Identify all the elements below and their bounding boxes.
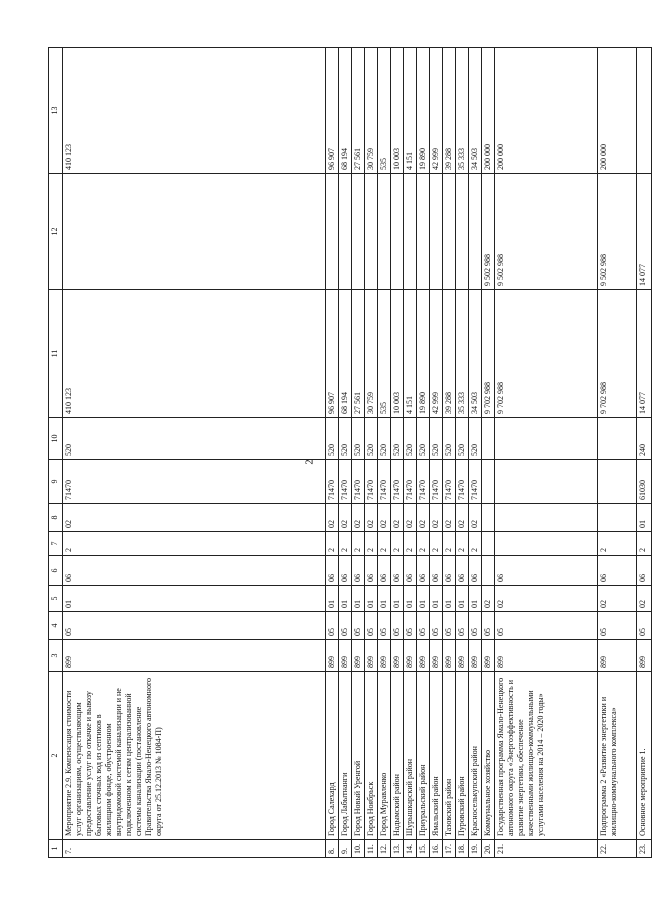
cell-total: 9 702 988 bbox=[495, 290, 598, 418]
cell-total: 10 003 bbox=[391, 290, 404, 418]
cell-expense-type: 520 bbox=[365, 418, 378, 460]
column-number: 13 bbox=[49, 48, 63, 174]
cell-section: 05 bbox=[456, 612, 469, 640]
cell-federal bbox=[430, 174, 443, 290]
cell-direction: 71470 bbox=[63, 460, 326, 504]
cell-main-measure: 02 bbox=[430, 504, 443, 532]
cell-total: 96 907 bbox=[326, 290, 339, 418]
cell-direction: 71470 bbox=[469, 460, 482, 504]
cell-expense-type: 240 bbox=[637, 418, 652, 460]
column-number: 6 bbox=[49, 556, 63, 586]
cell-direction: 71470 bbox=[430, 460, 443, 504]
cell-total: 410 123 bbox=[63, 290, 326, 418]
cell-federal bbox=[365, 174, 378, 290]
cell-subprogram: 2 bbox=[430, 532, 443, 556]
cell-expense-type: 520 bbox=[339, 418, 352, 460]
cell-total: 35 333 bbox=[456, 290, 469, 418]
cell-subsection: 02 bbox=[495, 586, 598, 612]
row-number: 23. bbox=[637, 840, 652, 858]
cell-federal bbox=[63, 174, 326, 290]
table-row bbox=[430, 48, 443, 858]
table-row bbox=[352, 48, 365, 858]
cell-subprogram: 2 bbox=[417, 532, 430, 556]
cell-federal: 9 502 988 bbox=[482, 174, 495, 290]
row-number: 15. bbox=[417, 840, 430, 858]
table-row bbox=[469, 48, 482, 858]
cell-regional: 200 000 bbox=[482, 48, 495, 174]
cell-federal bbox=[339, 174, 352, 290]
cell-expense-type: 520 bbox=[391, 418, 404, 460]
cell-ministry: 899 bbox=[598, 640, 637, 672]
cell-main-measure: 02 bbox=[339, 504, 352, 532]
cell-direction: 61030 bbox=[637, 460, 652, 504]
row-name: Коммунальное хозяйство bbox=[482, 672, 495, 840]
cell-ministry: 899 bbox=[339, 640, 352, 672]
cell-subsection: 01 bbox=[339, 586, 352, 612]
cell-total: 42 999 bbox=[430, 290, 443, 418]
cell-section: 05 bbox=[598, 612, 637, 640]
cell-section: 05 bbox=[495, 612, 598, 640]
cell-section: 05 bbox=[417, 612, 430, 640]
row-number: 16. bbox=[430, 840, 443, 858]
page-number: 2 bbox=[304, 459, 316, 465]
cell-regional: 42 999 bbox=[430, 48, 443, 174]
cell-regional: 4 151 bbox=[404, 48, 417, 174]
cell-subprogram: 2 bbox=[352, 532, 365, 556]
cell-total: 9 702 988 bbox=[598, 290, 637, 418]
row-name: Основное мероприятие 1. bbox=[637, 672, 652, 840]
row-number: 22. bbox=[598, 840, 637, 858]
cell-regional: 96 907 bbox=[326, 48, 339, 174]
cell-federal: 14 077 bbox=[637, 174, 652, 290]
cell-section: 05 bbox=[365, 612, 378, 640]
cell-regional: 10 003 bbox=[391, 48, 404, 174]
table-row bbox=[482, 48, 495, 858]
cell-main-measure: 02 bbox=[404, 504, 417, 532]
cell-program: 06 bbox=[495, 556, 598, 586]
table-row bbox=[326, 48, 339, 858]
column-number: 8 bbox=[49, 504, 63, 532]
row-number: 18. bbox=[456, 840, 469, 858]
cell-expense-type bbox=[482, 418, 495, 460]
table-row bbox=[495, 48, 598, 858]
cell-subsection: 01 bbox=[63, 586, 326, 612]
column-number-header bbox=[49, 48, 63, 858]
cell-ministry: 899 bbox=[417, 640, 430, 672]
cell-section: 05 bbox=[339, 612, 352, 640]
cell-direction: 71470 bbox=[391, 460, 404, 504]
row-number: 14. bbox=[404, 840, 417, 858]
cell-ministry: 899 bbox=[63, 640, 326, 672]
row-number: 10. bbox=[352, 840, 365, 858]
cell-total: 9 702 988 bbox=[482, 290, 495, 418]
cell-ministry: 899 bbox=[482, 640, 495, 672]
cell-regional: 200 000 bbox=[598, 48, 637, 174]
cell-program: 06 bbox=[391, 556, 404, 586]
cell-federal bbox=[469, 174, 482, 290]
cell-direction: 71470 bbox=[443, 460, 456, 504]
cell-regional: 34 503 bbox=[469, 48, 482, 174]
column-number: 2 bbox=[49, 672, 63, 840]
cell-subprogram: 2 bbox=[456, 532, 469, 556]
cell-main-measure bbox=[495, 504, 598, 532]
cell-section: 05 bbox=[482, 612, 495, 640]
cell-main-measure bbox=[482, 504, 495, 532]
cell-subsection: 01 bbox=[456, 586, 469, 612]
table-row bbox=[404, 48, 417, 858]
cell-section: 05 bbox=[378, 612, 391, 640]
cell-ministry: 899 bbox=[326, 640, 339, 672]
cell-section: 05 bbox=[391, 612, 404, 640]
cell-total: 68 194 bbox=[339, 290, 352, 418]
cell-federal bbox=[404, 174, 417, 290]
cell-expense-type: 520 bbox=[63, 418, 326, 460]
row-name: Город Салехард bbox=[326, 672, 339, 840]
row-number: 20. bbox=[482, 840, 495, 858]
row-name: Приуральский район bbox=[417, 672, 430, 840]
cell-federal bbox=[456, 174, 469, 290]
row-name: Город Новый Уренгой bbox=[352, 672, 365, 840]
cell-direction: 71470 bbox=[378, 460, 391, 504]
cell-subsection: 01 bbox=[378, 586, 391, 612]
cell-subsection: 01 bbox=[352, 586, 365, 612]
cell-subprogram: 2 bbox=[63, 532, 326, 556]
cell-expense-type bbox=[598, 418, 637, 460]
cell-regional: 35 333 bbox=[456, 48, 469, 174]
table-row bbox=[637, 48, 652, 858]
row-name: Тазовский район bbox=[443, 672, 456, 840]
cell-program: 06 bbox=[352, 556, 365, 586]
cell-main-measure: 02 bbox=[391, 504, 404, 532]
cell-subsection: 01 bbox=[365, 586, 378, 612]
cell-subprogram: 2 bbox=[365, 532, 378, 556]
row-name: Красноселькупский район bbox=[469, 672, 482, 840]
row-number: 11. bbox=[365, 840, 378, 858]
cell-direction bbox=[482, 460, 495, 504]
row-name: Подпрограмма 2 «Развитие энергетики и жилищно-коммунального комплекса» bbox=[598, 672, 637, 840]
cell-direction: 71470 bbox=[326, 460, 339, 504]
cell-main-measure: 02 bbox=[63, 504, 326, 532]
cell-regional: 19 890 bbox=[417, 48, 430, 174]
cell-expense-type: 520 bbox=[404, 418, 417, 460]
cell-program: 06 bbox=[598, 556, 637, 586]
cell-main-measure: 02 bbox=[352, 504, 365, 532]
cell-program: 06 bbox=[339, 556, 352, 586]
cell-expense-type: 520 bbox=[378, 418, 391, 460]
row-name: Надымский район bbox=[391, 672, 404, 840]
cell-main-measure: 02 bbox=[469, 504, 482, 532]
cell-expense-type bbox=[495, 418, 598, 460]
row-number: 8. bbox=[326, 840, 339, 858]
column-number: 9 bbox=[49, 460, 63, 504]
column-number: 5 bbox=[49, 586, 63, 612]
cell-ministry: 899 bbox=[637, 640, 652, 672]
cell-section: 05 bbox=[63, 612, 326, 640]
cell-ministry: 899 bbox=[469, 640, 482, 672]
cell-program: 06 bbox=[365, 556, 378, 586]
cell-subsection: 01 bbox=[430, 586, 443, 612]
cell-total: 39 288 bbox=[443, 290, 456, 418]
cell-subprogram: 2 bbox=[637, 532, 652, 556]
cell-subsection: 01 bbox=[326, 586, 339, 612]
table-row bbox=[391, 48, 404, 858]
cell-federal bbox=[378, 174, 391, 290]
cell-subprogram bbox=[482, 532, 495, 556]
cell-direction: 71470 bbox=[339, 460, 352, 504]
table-row bbox=[339, 48, 352, 858]
cell-program bbox=[482, 556, 495, 586]
table-row bbox=[378, 48, 391, 858]
cell-program: 06 bbox=[417, 556, 430, 586]
row-name: Город Муравленко bbox=[378, 672, 391, 840]
cell-regional: 39 288 bbox=[443, 48, 456, 174]
cell-program: 06 bbox=[326, 556, 339, 586]
cell-ministry: 899 bbox=[443, 640, 456, 672]
cell-program: 06 bbox=[378, 556, 391, 586]
cell-regional: 535 bbox=[378, 48, 391, 174]
cell-section: 05 bbox=[443, 612, 456, 640]
cell-ministry: 899 bbox=[352, 640, 365, 672]
row-number: 19. bbox=[469, 840, 482, 858]
cell-program: 06 bbox=[469, 556, 482, 586]
cell-main-measure: 01 bbox=[637, 504, 652, 532]
table-row bbox=[365, 48, 378, 858]
cell-subprogram: 2 bbox=[339, 532, 352, 556]
cell-regional: 27 561 bbox=[352, 48, 365, 174]
cell-main-measure: 02 bbox=[378, 504, 391, 532]
budget-table bbox=[48, 47, 652, 858]
column-number: 11 bbox=[49, 290, 63, 418]
cell-subsection: 01 bbox=[417, 586, 430, 612]
cell-subsection: 01 bbox=[443, 586, 456, 612]
cell-section: 05 bbox=[430, 612, 443, 640]
table-row bbox=[598, 48, 637, 858]
cell-subprogram: 2 bbox=[391, 532, 404, 556]
cell-main-measure: 02 bbox=[443, 504, 456, 532]
cell-direction: 71470 bbox=[417, 460, 430, 504]
cell-main-measure bbox=[598, 504, 637, 532]
column-number: 3 bbox=[49, 640, 63, 672]
cell-section: 05 bbox=[469, 612, 482, 640]
cell-expense-type: 520 bbox=[430, 418, 443, 460]
cell-subprogram: 2 bbox=[443, 532, 456, 556]
cell-federal bbox=[326, 174, 339, 290]
cell-total: 30 759 bbox=[365, 290, 378, 418]
cell-regional: 30 759 bbox=[365, 48, 378, 174]
cell-main-measure: 02 bbox=[456, 504, 469, 532]
column-number: 10 bbox=[49, 418, 63, 460]
cell-section: 05 bbox=[637, 612, 652, 640]
row-number: 12. bbox=[378, 840, 391, 858]
cell-section: 05 bbox=[352, 612, 365, 640]
cell-ministry: 899 bbox=[430, 640, 443, 672]
cell-regional bbox=[637, 48, 652, 174]
cell-subprogram: 2 bbox=[326, 532, 339, 556]
cell-federal: 9 502 988 bbox=[495, 174, 598, 290]
cell-ministry: 899 bbox=[456, 640, 469, 672]
cell-expense-type: 520 bbox=[469, 418, 482, 460]
table-row bbox=[456, 48, 469, 858]
cell-subprogram: 2 bbox=[404, 532, 417, 556]
cell-main-measure: 02 bbox=[326, 504, 339, 532]
cell-subsection: 02 bbox=[482, 586, 495, 612]
column-number: 4 bbox=[49, 612, 63, 640]
column-number: 1 bbox=[49, 840, 63, 858]
cell-direction: 71470 bbox=[365, 460, 378, 504]
cell-direction: 71470 bbox=[456, 460, 469, 504]
cell-main-measure: 02 bbox=[365, 504, 378, 532]
cell-subprogram: 2 bbox=[469, 532, 482, 556]
cell-program: 06 bbox=[63, 556, 326, 586]
cell-subsection: 02 bbox=[637, 586, 652, 612]
row-name: Пуровский район bbox=[456, 672, 469, 840]
rotated-table-container bbox=[48, 48, 647, 858]
cell-total: 34 503 bbox=[469, 290, 482, 418]
cell-federal bbox=[391, 174, 404, 290]
row-name: Шурышкарский район bbox=[404, 672, 417, 840]
cell-federal bbox=[443, 174, 456, 290]
cell-ministry: 899 bbox=[378, 640, 391, 672]
cell-direction: 71470 bbox=[404, 460, 417, 504]
row-number: 7. bbox=[63, 840, 326, 858]
cell-subprogram: 2 bbox=[378, 532, 391, 556]
cell-ministry: 899 bbox=[365, 640, 378, 672]
row-number: 17. bbox=[443, 840, 456, 858]
row-name: Город Лабытнанги bbox=[339, 672, 352, 840]
row-name: Государственная программа Ямало-Ненецкого автономного округа «Энергоэффективность и развитие энергетики, обеспечение качественными жилищно-коммунальными услугами населения на 2014 – 2020 годы» bbox=[495, 672, 598, 840]
cell-total: 14 077 bbox=[637, 290, 652, 418]
cell-program: 06 bbox=[456, 556, 469, 586]
cell-ministry: 899 bbox=[404, 640, 417, 672]
cell-subsection: 01 bbox=[469, 586, 482, 612]
cell-section: 05 bbox=[326, 612, 339, 640]
cell-total: 4 151 bbox=[404, 290, 417, 418]
cell-expense-type: 520 bbox=[352, 418, 365, 460]
cell-regional: 68 194 bbox=[339, 48, 352, 174]
cell-federal bbox=[352, 174, 365, 290]
cell-total: 535 bbox=[378, 290, 391, 418]
column-number: 7 bbox=[49, 532, 63, 556]
cell-section: 05 bbox=[404, 612, 417, 640]
table-row bbox=[443, 48, 456, 858]
cell-program: 06 bbox=[637, 556, 652, 586]
cell-expense-type: 520 bbox=[456, 418, 469, 460]
cell-subsection: 02 bbox=[598, 586, 637, 612]
column-number: 12 bbox=[49, 174, 63, 290]
row-number: 13. bbox=[391, 840, 404, 858]
row-name: Мероприятие 2.9. Компенсация стоимости услуг организациям, осуществляющим предоставление услуг по откачке и вывозу бытовых сточных вод из септиков в жилищном фонде, обустроенном внутридомовой системой канализации и не подключенном к сетям централизованной системы канализации (постановление Правительства Ямало-Ненецкого автономного округа от 25.12.2013 № 1084-П) bbox=[63, 672, 326, 840]
cell-subprogram bbox=[495, 532, 598, 556]
cell-federal bbox=[417, 174, 430, 290]
row-number: 9. bbox=[339, 840, 352, 858]
cell-regional: 200 000 bbox=[495, 48, 598, 174]
cell-expense-type: 520 bbox=[417, 418, 430, 460]
cell-direction bbox=[495, 460, 598, 504]
cell-program: 06 bbox=[430, 556, 443, 586]
cell-direction: 71470 bbox=[352, 460, 365, 504]
cell-direction bbox=[598, 460, 637, 504]
cell-subsection: 01 bbox=[404, 586, 417, 612]
row-name: Город Ноябрьск bbox=[365, 672, 378, 840]
cell-ministry: 899 bbox=[391, 640, 404, 672]
cell-federal: 9 502 988 bbox=[598, 174, 637, 290]
cell-subprogram: 2 bbox=[598, 532, 637, 556]
cell-expense-type: 520 bbox=[443, 418, 456, 460]
cell-main-measure: 02 bbox=[417, 504, 430, 532]
cell-total: 27 561 bbox=[352, 290, 365, 418]
row-name: Ямальский район bbox=[430, 672, 443, 840]
cell-program: 06 bbox=[404, 556, 417, 586]
table-row bbox=[63, 48, 326, 858]
cell-total: 19 890 bbox=[417, 290, 430, 418]
cell-program: 06 bbox=[443, 556, 456, 586]
cell-subsection: 01 bbox=[391, 586, 404, 612]
table-row bbox=[417, 48, 430, 858]
row-number: 21. bbox=[495, 840, 598, 858]
cell-regional: 410 123 bbox=[63, 48, 326, 174]
cell-expense-type: 520 bbox=[326, 418, 339, 460]
cell-ministry: 899 bbox=[495, 640, 598, 672]
